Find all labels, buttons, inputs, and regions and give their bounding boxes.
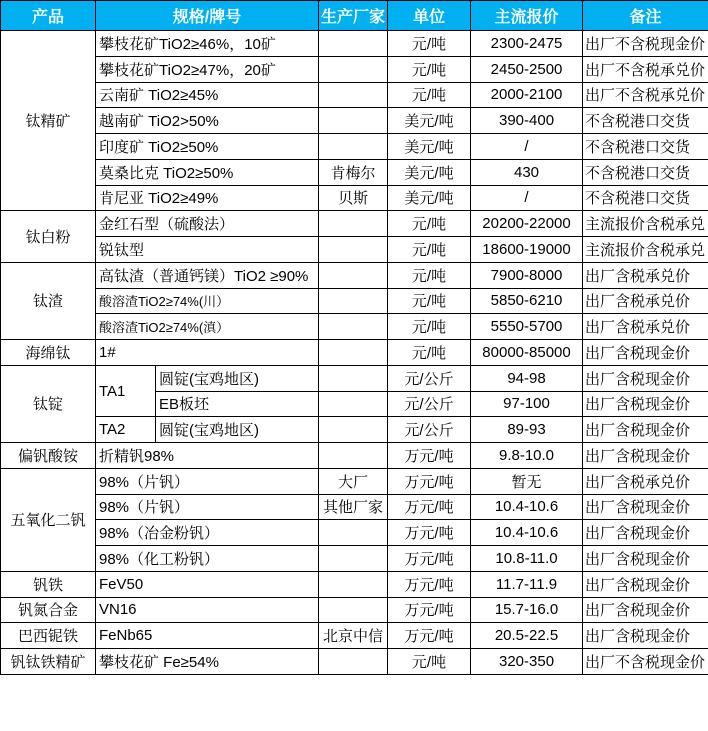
cell-note: 不含税港口交货 [583, 185, 708, 211]
cell-spec: 98%（片钒） [96, 468, 319, 494]
col-header-unit: 单位 [388, 1, 471, 31]
table-row [1, 340, 708, 366]
cell-product: 钛锭 [1, 365, 96, 442]
cell-price: 2450-2500 [471, 56, 583, 82]
cell-price: 80000-85000 [471, 340, 583, 366]
cell-spec: 越南矿 TiO2>50% [96, 108, 319, 134]
cell-maker [319, 31, 388, 57]
cell-unit: 元/公斤 [388, 417, 471, 443]
table-row [1, 649, 708, 675]
cell-price: 7900-8000 [471, 262, 583, 288]
cell-note: 出厂含税现金价 [583, 546, 708, 572]
table-row [1, 211, 708, 237]
cell-maker [319, 571, 388, 597]
cell-price: 2000-2100 [471, 82, 583, 108]
cell-note: 出厂含税现金价 [583, 623, 708, 649]
cell-note: 出厂含税现金价 [583, 597, 708, 623]
cell-maker: 北京中信 [319, 623, 388, 649]
cell-maker [319, 211, 388, 237]
cell-product: 海绵钛 [1, 340, 96, 366]
cell-unit: 美元/吨 [388, 159, 471, 185]
cell-note: 出厂含税承兑价 [583, 314, 708, 340]
cell-price: 430 [471, 159, 583, 185]
cell-spec: 圆锭(宝鸡地区) [156, 365, 319, 391]
cell-unit: 万元/吨 [388, 520, 471, 546]
cell-maker [319, 649, 388, 675]
cell-spec: 98%（冶金粉钒） [96, 520, 319, 546]
cell-spec: 金红石型（硫酸法） [96, 211, 319, 237]
cell-unit: 元/公斤 [388, 391, 471, 417]
col-header-price: 主流报价 [471, 1, 583, 31]
table-row [1, 134, 708, 160]
cell-price: 10.8-11.0 [471, 546, 583, 572]
table-row [1, 571, 708, 597]
cell-maker: 肯梅尔 [319, 159, 388, 185]
cell-unit: 万元/吨 [388, 468, 471, 494]
cell-maker [319, 546, 388, 572]
cell-price: 10.4-10.6 [471, 494, 583, 520]
cell-price: 20200-22000 [471, 211, 583, 237]
cell-price: / [471, 134, 583, 160]
cell-product: 钒钛铁精矿 [1, 649, 96, 675]
col-header-note: 备注 [583, 1, 708, 31]
cell-note: 出厂不含税承兑价 [583, 82, 708, 108]
col-header-product: 产品 [1, 1, 96, 31]
cell-spec: 印度矿 TiO2≥50% [96, 134, 319, 160]
cell-maker [319, 237, 388, 263]
cell-note: 不含税港口交货 [583, 134, 708, 160]
cell-note: 出厂不含税现金价 [583, 31, 708, 57]
table-row [1, 288, 708, 314]
cell-unit: 元/吨 [388, 82, 471, 108]
cell-unit: 美元/吨 [388, 108, 471, 134]
cell-product: 五氧化二钒 [1, 468, 96, 571]
cell-note: 主流报价含税承兑 [583, 237, 708, 263]
cell-maker [319, 288, 388, 314]
cell-spec: FeNb65 [96, 623, 319, 649]
cell-maker [319, 443, 388, 469]
cell-maker [319, 108, 388, 134]
header-row [1, 1, 708, 31]
table-row [1, 597, 708, 623]
table-row [1, 520, 708, 546]
cell-price: 5850-6210 [471, 288, 583, 314]
table-row [1, 185, 708, 211]
cell-product: 钛精矿 [1, 31, 96, 211]
cell-unit: 元/吨 [388, 56, 471, 82]
cell-spec: 肯尼亚 TiO2≥49% [96, 185, 319, 211]
cell-maker [319, 597, 388, 623]
cell-spec: 锐钛型 [96, 237, 319, 263]
cell-spec: 圆锭(宝鸡地区) [156, 417, 319, 443]
table-row [1, 159, 708, 185]
cell-spec: 1# [96, 340, 319, 366]
table-row [1, 314, 708, 340]
cell-price: 暂无 [471, 468, 583, 494]
cell-unit: 元/吨 [388, 314, 471, 340]
cell-price: 10.4-10.6 [471, 520, 583, 546]
cell-maker [319, 340, 388, 366]
cell-maker [319, 391, 388, 417]
cell-spec: 莫桑比克 TiO2≥50% [96, 159, 319, 185]
cell-unit: 万元/吨 [388, 546, 471, 572]
cell-unit: 万元/吨 [388, 494, 471, 520]
cell-spec-grade: TA2 [96, 417, 156, 443]
cell-unit: 元/吨 [388, 262, 471, 288]
table-row [1, 623, 708, 649]
cell-unit: 万元/吨 [388, 623, 471, 649]
cell-maker [319, 134, 388, 160]
cell-unit: 万元/吨 [388, 571, 471, 597]
cell-note: 出厂含税承兑价 [583, 262, 708, 288]
cell-note: 出厂不含税现金价 [583, 649, 708, 675]
cell-note: 出厂含税现金价 [583, 443, 708, 469]
cell-spec: 98%（化工粉钒） [96, 546, 319, 572]
table-row [1, 31, 708, 57]
cell-note: 出厂含税现金价 [583, 417, 708, 443]
cell-price: 2300-2475 [471, 31, 583, 57]
cell-spec: 折精钒98% [96, 443, 319, 469]
cell-price: 18600-19000 [471, 237, 583, 263]
cell-note: 出厂含税现金价 [583, 340, 708, 366]
cell-spec: FeV50 [96, 571, 319, 597]
cell-note: 出厂含税现金价 [583, 571, 708, 597]
cell-price: 15.7-16.0 [471, 597, 583, 623]
cell-price: 20.5-22.5 [471, 623, 583, 649]
cell-spec: 攀枝花矿 Fe≥54% [96, 649, 319, 675]
cell-spec: 云南矿 TiO2≥45% [96, 82, 319, 108]
cell-unit: 元/吨 [388, 649, 471, 675]
cell-note: 不含税港口交货 [583, 159, 708, 185]
cell-product: 偏钒酸铵 [1, 443, 96, 469]
table-row [1, 443, 708, 469]
cell-product: 钛白粉 [1, 211, 96, 263]
cell-note: 出厂不含税承兑价 [583, 56, 708, 82]
cell-price: 11.7-11.9 [471, 571, 583, 597]
cell-note: 出厂含税现金价 [583, 520, 708, 546]
cell-price: 320-350 [471, 649, 583, 675]
table-row [1, 82, 708, 108]
cell-spec: 98%（片钒） [96, 494, 319, 520]
cell-spec: 攀枝花矿TiO2≥47%，20矿 [96, 56, 319, 82]
table-row [1, 237, 708, 263]
cell-note: 主流报价含税承兑 [583, 211, 708, 237]
cell-price: 390-400 [471, 108, 583, 134]
cell-unit: 万元/吨 [388, 443, 471, 469]
cell-note: 出厂含税承兑价 [583, 288, 708, 314]
cell-maker [319, 314, 388, 340]
cell-maker [319, 417, 388, 443]
cell-maker [319, 365, 388, 391]
cell-note: 出厂含税现金价 [583, 365, 708, 391]
cell-maker [319, 82, 388, 108]
cell-note: 出厂含税承兑价 [583, 468, 708, 494]
cell-spec-grade: TA1 [96, 365, 156, 417]
cell-unit: 元/吨 [388, 31, 471, 57]
cell-spec: 酸溶渣TiO2≥74%(川） [96, 288, 319, 314]
table-row [1, 56, 708, 82]
cell-note: 出厂含税现金价 [583, 391, 708, 417]
cell-price: 9.8-10.0 [471, 443, 583, 469]
cell-unit: 元/吨 [388, 288, 471, 314]
table-row [1, 494, 708, 520]
cell-price: 97-100 [471, 391, 583, 417]
cell-spec: VN16 [96, 597, 319, 623]
col-header-spec: 规格/牌号 [96, 1, 319, 31]
cell-maker: 大厂 [319, 468, 388, 494]
cell-unit: 美元/吨 [388, 185, 471, 211]
table-row [1, 468, 708, 494]
cell-maker: 其他厂家 [319, 494, 388, 520]
cell-spec: 酸溶渣TiO2≥74%(滇） [96, 314, 319, 340]
cell-unit: 万元/吨 [388, 597, 471, 623]
cell-unit: 元/吨 [388, 340, 471, 366]
cell-price: 5550-5700 [471, 314, 583, 340]
cell-unit: 美元/吨 [388, 134, 471, 160]
cell-maker [319, 520, 388, 546]
table-row [1, 108, 708, 134]
cell-maker: 贝斯 [319, 185, 388, 211]
cell-price: 94-98 [471, 365, 583, 391]
cell-product: 钒铁 [1, 571, 96, 597]
cell-unit: 元/吨 [388, 237, 471, 263]
cell-maker [319, 56, 388, 82]
cell-unit: 元/公斤 [388, 365, 471, 391]
table-row [1, 417, 708, 443]
cell-spec: EB板坯 [156, 391, 319, 417]
table-row [1, 262, 708, 288]
cell-note: 不含税港口交货 [583, 108, 708, 134]
cell-spec: 攀枝花矿TiO2≥46%，10矿 [96, 31, 319, 57]
table-row [1, 365, 708, 391]
col-header-manufacturer: 生产厂家 [319, 1, 388, 31]
cell-product: 钒氮合金 [1, 597, 96, 623]
cell-product: 巴西铌铁 [1, 623, 96, 649]
cell-note: 出厂含税现金价 [583, 494, 708, 520]
table-row [1, 546, 708, 572]
cell-spec: 高钛渣（普通钙镁）TiO2 ≥90% [96, 262, 319, 288]
cell-price: / [471, 185, 583, 211]
cell-product: 钛渣 [1, 262, 96, 339]
cell-unit: 元/吨 [388, 211, 471, 237]
cell-maker [319, 262, 388, 288]
cell-price: 89-93 [471, 417, 583, 443]
